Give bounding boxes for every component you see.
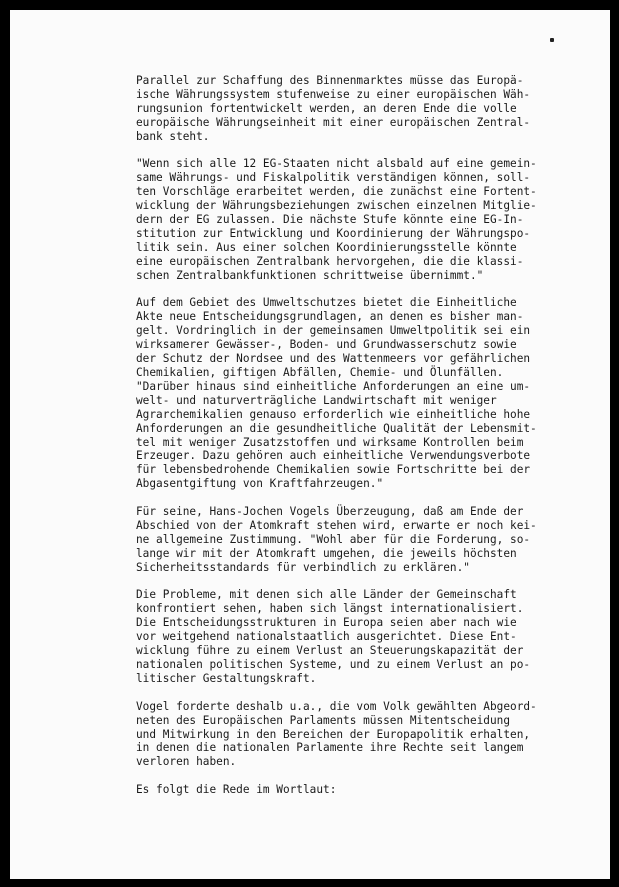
text-line: schen Zentralbankfunktionen schrittweise übernimmt." xyxy=(136,268,484,282)
text-line: "Darüber hinaus sind einheitliche Anforderungen an eine um- xyxy=(136,379,531,393)
text-line: wicklung führe zu einem Verlust an Steuerungskapazität der xyxy=(136,644,524,658)
text-line: der Schutz der Nordsee und des Wattenmeers vor gefährlichen xyxy=(136,352,531,366)
text-line: same Währungs- und Fiskalpolitik verständigen können, soll- xyxy=(136,171,531,185)
text-line: vor weitgehend nationalstaatlich ausgerichtet. Diese Ent- xyxy=(136,630,517,644)
text-line: europäische Währungseinheit mit einer europäischen Zentral- xyxy=(136,115,531,129)
text-line: wicklung der Währungsbeziehungen zwischen einzelnen Mitglie- xyxy=(136,199,537,213)
text-line: gelt. Vordringlich in der gemeinsamen Umweltpolitik sei ein xyxy=(136,324,531,338)
text-line: Die Probleme, mit denen sich alle Länder der Gemeinschaft xyxy=(136,588,517,602)
text-line: nationalen politischen Systeme, und zu einem Verlust an po- xyxy=(136,658,531,671)
text-line: ische Währungssystem stufenweise zu einer europäischen Wäh- xyxy=(136,87,531,101)
text-line: rungsunion fortentwickelt werden, an deren Ende die volle xyxy=(136,101,517,115)
text-line: bank steht. xyxy=(136,129,210,143)
paragraph-6 xyxy=(136,700,601,770)
text-line: stitution zur Entwicklung und Koordinierung der Währungspo- xyxy=(136,226,531,240)
document-page xyxy=(10,10,610,879)
text-line: Es folgt die Rede im Wortlaut: xyxy=(136,783,337,797)
text-line: Sicherheitsstandards für verbindlich zu erklären." xyxy=(136,560,470,574)
text-line: Akte neue Entscheidungsgrundlagen, an denen es bisher man- xyxy=(136,310,524,324)
text-line: neten des Europäischen Parlaments müssen Mitentscheidung xyxy=(136,713,511,727)
text-line: dern der EG zulassen. Die nächste Stufe könnte eine EG-In- xyxy=(136,213,524,227)
text-line: Agrarchemikalien genauso erforderlich wie einheitliche hohe xyxy=(136,407,531,421)
paragraph-2 xyxy=(136,157,601,282)
paragraph-5 xyxy=(136,588,601,685)
text-line: Chemikalien, giftigen Abfällen, Chemie- und Ölunfällen. xyxy=(136,366,504,379)
text-line: tel mit weniger Zusatzstoffen und wirksame Kontrollen beim xyxy=(136,435,524,449)
text-line: ne allgemeine Zustimmung. "Wohl aber für die Forderung, so- xyxy=(136,532,531,546)
text-line: eine europäischen Zentralbank hervorgehen, die die klassi- xyxy=(136,254,524,268)
text-line: Abschied von der Atomkraft stehen wird, erwarte er noch kei- xyxy=(136,518,537,532)
text-line: "Wenn sich alle 12 EG-Staaten nicht alsbald auf eine gemein- xyxy=(136,157,537,171)
text-line: für lebensbedrohende Chemikalien sowie Fortschritte bei der xyxy=(136,463,531,477)
text-line: litik sein. Aus einer solchen Koordinierungsstelle könnte xyxy=(136,240,517,254)
text-line: ten Vorschläge erarbeitet werden, die zunächst eine Fortent- xyxy=(136,185,537,199)
text-line: Anforderungen an die gesundheitliche Qualität der Lebensmit- xyxy=(136,421,537,435)
text-line: Auf dem Gebiet des Umweltschutzes bietet die Einheitliche xyxy=(136,296,517,310)
text-line: Für seine, Hans-Jochen Vogels Überzeugung, daß am Ende der xyxy=(136,505,524,519)
scan-mark xyxy=(550,38,554,42)
document-body xyxy=(136,74,601,811)
text-line: verloren haben. xyxy=(136,755,237,769)
text-line: Abgasentgiftung von Kraftfahrzeugen." xyxy=(136,477,384,491)
text-line: und Mitwirkung in den Bereichen der Europapolitik erhalten, xyxy=(136,727,531,741)
paragraph-4 xyxy=(136,505,601,575)
text-line: lange wir mit der Atomkraft umgehen, die jeweils höchsten xyxy=(136,546,517,560)
paragraph-3 xyxy=(136,296,601,491)
paragraph-7 xyxy=(136,783,601,797)
text-line: welt- und naturverträgliche Landwirtschaft mit weniger xyxy=(136,393,497,407)
text-line: konfrontiert sehen, haben sich längst internationalisiert. xyxy=(136,602,524,616)
text-line: litischer Gestaltungskraft. xyxy=(136,671,317,685)
text-line: Die Entscheidungsstrukturen in Europa seien aber nach wie xyxy=(136,616,517,630)
text-line: Erzeuger. Dazu gehören auch einheitliche Verwendungsverbote xyxy=(136,449,531,463)
paragraph-1 xyxy=(136,74,601,144)
text-line: wirksamerer Gewässer-, Boden- und Grundwasserschutz sowie xyxy=(136,338,517,352)
text-line: in denen die nationalen Parlamente ihre Rechte seit langem xyxy=(136,741,524,755)
text-line: Parallel zur Schaffung des Binnenmarktes müsse das Europä- xyxy=(136,74,524,87)
text-line: Vogel forderte deshalb u.a., die vom Volk gewählten Abgeord- xyxy=(136,699,537,713)
